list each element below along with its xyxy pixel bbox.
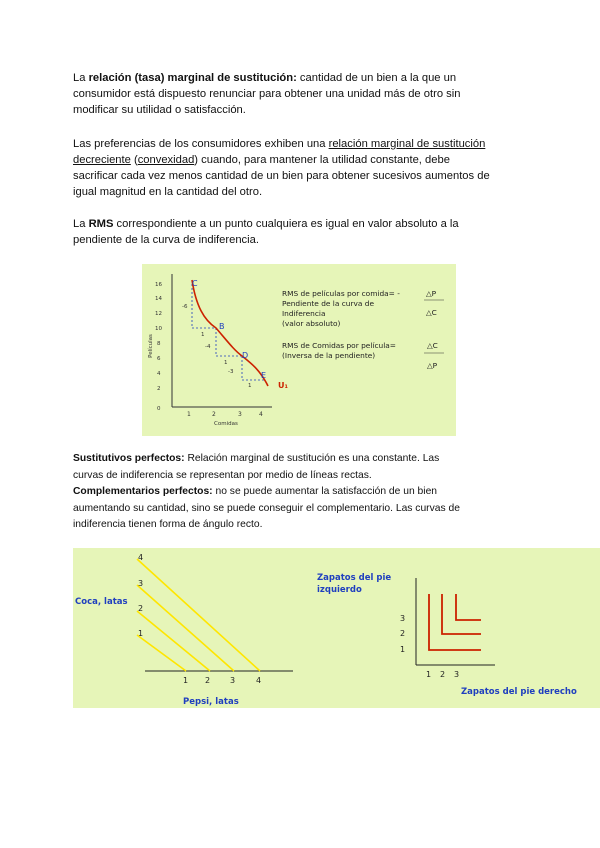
x-tick: 1: [426, 670, 432, 679]
step-label: -4: [205, 344, 211, 350]
complement-curves: [429, 594, 481, 650]
y-tick: 10: [155, 326, 162, 332]
y-tick: 0: [157, 406, 161, 412]
y-tick: 2: [138, 604, 144, 613]
x-tick: 1: [183, 676, 189, 685]
y-tick: 1: [138, 629, 144, 638]
figure-indifference-curve: [142, 264, 456, 436]
rms2-numerator: △C: [427, 341, 438, 350]
l-curve: [442, 594, 481, 634]
x-tick: 4: [256, 676, 262, 685]
link-decreciente[interactable]: decreciente: [73, 154, 131, 166]
text: La: [73, 72, 89, 84]
text: (: [130, 154, 138, 166]
paragraph-perfect-goods: [73, 451, 533, 534]
rms2-denominator: △P: [427, 361, 438, 370]
rms-line: (valor absoluto): [282, 319, 341, 328]
rms-line: (Inversa de la pendiente): [282, 351, 376, 360]
y-ticks: [155, 282, 162, 412]
y-tick: 3: [138, 579, 144, 588]
step-label: -3: [228, 369, 234, 375]
x-axis-label-pepsi: Pepsi, latas: [183, 697, 239, 707]
y-tick: 12: [155, 311, 162, 317]
paragraph-definition: [73, 70, 533, 118]
rms-explanation: [282, 289, 444, 370]
step-label: 1: [201, 332, 205, 338]
text: curvas de indiferencia se representan por medio de líneas rectas.: [73, 469, 372, 481]
point-label-e: E: [261, 371, 267, 380]
point-label-d: D: [242, 351, 249, 360]
text: correspondiente a un punto cualquiera es igual en valor absoluto a la: [113, 218, 459, 230]
right-y-label: izquierdo: [317, 585, 362, 595]
text: no se puede aumentar la satisfacción de un bien: [212, 486, 438, 498]
text: sacrificar cada vez menos cantidad de un bien para obtener sucesivos aumentos de: [73, 170, 490, 182]
right-x-ticks: [426, 670, 459, 679]
x-tick: 1: [187, 411, 191, 418]
left-x-ticks: [183, 676, 261, 685]
y-tick: 4: [157, 371, 161, 377]
x-axis-label: Comidas: [214, 421, 238, 427]
text: ) cuando, para mantener la utilidad constante, debe: [194, 154, 450, 166]
point-label-b: B: [219, 322, 225, 331]
paragraph-preferences: [73, 136, 533, 200]
right-y-label: Zapatos del pie: [317, 573, 392, 583]
point-labels: [192, 279, 266, 380]
rms-line: Indiferencia: [282, 309, 326, 318]
x-ticks: [187, 411, 263, 418]
l-curve: [429, 594, 481, 650]
term-complementarios: Complementarios perfectos:: [73, 486, 213, 498]
text: aumentando su cantidad, sino se puede conseguir el complementario. Las curvas de: [73, 502, 460, 514]
link-convexidad[interactable]: convexidad: [137, 154, 195, 166]
text: consumidor está dispuesto renunciar para obtener una unidad más de otro sin: [73, 88, 461, 100]
paragraph-rms: [73, 216, 533, 248]
x-tick: 3: [238, 411, 242, 418]
text: La: [73, 218, 89, 230]
indifference-line: [137, 559, 260, 671]
step-label: 1: [248, 383, 252, 389]
y-tick: 3: [400, 614, 406, 623]
rms1-denominator: △C: [426, 308, 437, 317]
rms-line: Pendiente de la curva de: [282, 299, 374, 308]
right-x-label: Zapatos del pie derecho: [461, 687, 577, 697]
y-tick: 2: [400, 629, 406, 638]
rms-line: RMS de Comidas por película=: [282, 341, 396, 350]
point-label-c: C: [192, 279, 198, 288]
indifference-line: [137, 635, 186, 671]
text: Relación marginal de sustitución es una constante. Las: [184, 453, 440, 464]
step-label: -6: [182, 304, 188, 310]
indifference-curve-svg: [142, 264, 456, 436]
figure-perfect-goods: [73, 548, 600, 708]
perfect-goods-svg: [73, 548, 600, 708]
x-tick: 2: [212, 411, 216, 418]
text: modificar su utilidad o satisfacción.: [73, 104, 246, 116]
y-tick: 14: [155, 296, 162, 302]
link-rms-decreciente[interactable]: relación marginal de sustitución: [328, 138, 486, 150]
x-tick: 2: [205, 676, 211, 685]
y-tick: 6: [157, 356, 161, 362]
substitute-lines: [137, 559, 260, 671]
term-rms-definition: relación (tasa) marginal de sustitución:: [88, 72, 297, 84]
x-tick: 3: [454, 670, 460, 679]
indifference-line: [137, 585, 234, 671]
text: pendiente de la curva de indiferencia.: [73, 234, 259, 246]
step-labels: [182, 304, 252, 389]
term-sustitutivos: Sustitutivos perfectos:: [73, 453, 185, 464]
x-tick: 3: [230, 676, 236, 685]
text: igual magnitud en la cantidad del otro.: [73, 186, 263, 198]
x-tick: 4: [259, 411, 263, 418]
term-rms: RMS: [88, 218, 114, 230]
y-tick: 8: [157, 341, 161, 347]
text: Las preferencias de los consumidores exhiben una: [73, 138, 329, 150]
y-axis-label-coca: Coca, latas: [75, 597, 128, 607]
rms-line: RMS de películas por comida= -: [282, 289, 400, 298]
y-tick: 2: [157, 386, 161, 392]
l-curve: [456, 594, 481, 620]
y-tick: 4: [138, 553, 144, 562]
text: cantidad de un bien a la que un: [296, 72, 457, 84]
text: indiferencia tienen forma de ángulo recto.: [73, 519, 263, 531]
rms1-numerator: △P: [426, 289, 437, 298]
left-y-ticks: [138, 553, 143, 638]
step-label: 1: [224, 360, 228, 366]
y-tick: 16: [155, 282, 162, 288]
x-tick: 2: [440, 670, 446, 679]
y-axis-label: Películas: [148, 334, 154, 358]
right-y-ticks: [400, 614, 405, 654]
y-tick: 1: [400, 645, 406, 654]
curve-label-u1: U₁: [278, 381, 288, 390]
